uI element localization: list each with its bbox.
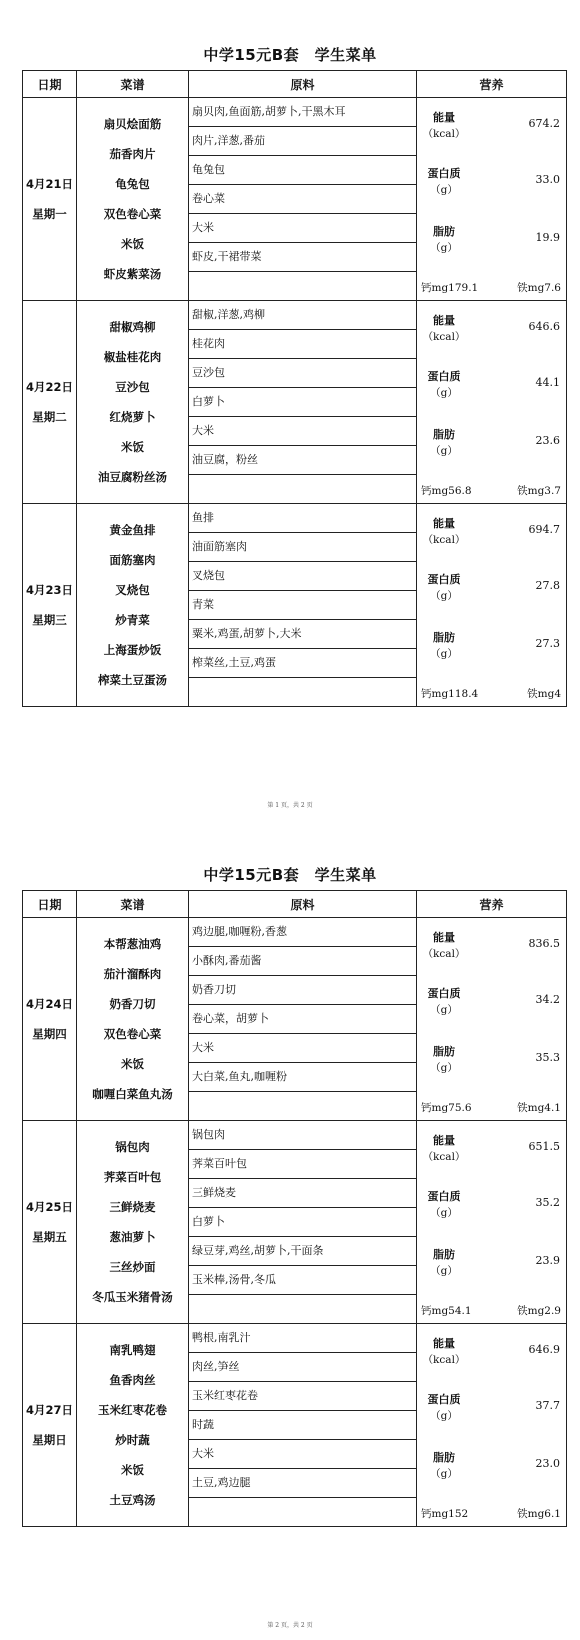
ingredient-line: 绿豆芽,鸡丝,胡萝卜,干面条 (189, 1237, 416, 1266)
date: 4月23日 (25, 583, 73, 597)
dish-name: 茄汁溜酥肉 (103, 967, 162, 981)
column-header-dish: 菜谱 (77, 71, 189, 98)
nutrient-label: 能量 (433, 314, 455, 327)
nutrient-unit: （g） (430, 445, 458, 457)
ingredient-line: 玉米红枣花卷 (189, 1382, 416, 1411)
nutrient-label: 脂肪 (433, 1248, 455, 1261)
ingredients-cell (189, 1324, 417, 1527)
nutrient-label: 蛋白质 (427, 1190, 461, 1203)
minerals (417, 280, 566, 296)
dishes-cell (77, 301, 189, 504)
day-row (23, 1121, 567, 1324)
nutrient-label: 脂肪 (433, 1045, 455, 1058)
nutrition-cell (417, 1324, 567, 1527)
ingredient-line: 肉丝,笋丝 (189, 1353, 416, 1382)
dish-name: 南乳鸭翅 (109, 1343, 156, 1357)
calcium-value: 钙mg56.8 (421, 485, 472, 497)
nutrient-unit: （kcal） (422, 1354, 466, 1366)
dish-name: 叉烧包 (115, 583, 150, 597)
nutrient-label: 蛋白质 (427, 167, 461, 180)
ingredient-line: 青菜 (189, 591, 416, 620)
nutrition-cell (417, 301, 567, 504)
ingredient-line: 虾皮,干裙带菜 (189, 243, 416, 272)
ingredient-line: 玉米棒,汤骨,冬瓜 (189, 1266, 416, 1295)
iron-value: 铁mg4 (527, 688, 561, 700)
weekday: 星期一 (32, 207, 67, 221)
nutrient-unit: （g） (430, 1207, 458, 1219)
iron-value: 铁mg4.1 (517, 1102, 561, 1114)
ingredient-line: 鱼排 (189, 504, 416, 533)
dish-name: 葱油萝卜 (109, 1230, 156, 1244)
nutrient-value: 37.7 (535, 1399, 560, 1412)
dish-name: 面筋塞肉 (109, 553, 156, 567)
nutrient-unit: （g） (430, 242, 458, 254)
nutrient-value: 23.9 (535, 1254, 560, 1267)
nutrient-value: 35.3 (535, 1051, 560, 1064)
nutrient-unit: （g） (430, 1062, 458, 1074)
nutrient-fat (417, 1237, 566, 1295)
dish-name: 双色卷心菜 (103, 1027, 162, 1041)
minerals (417, 1100, 566, 1116)
minerals (417, 686, 566, 702)
dishes-cell (77, 1121, 189, 1324)
date: 4月21日 (25, 177, 73, 191)
dish-name: 咖喱白菜鱼丸汤 (92, 1087, 173, 1101)
minerals (417, 1303, 566, 1319)
nutrient-label: 能量 (433, 1337, 455, 1350)
dishes-cell (77, 98, 189, 301)
ingredient-line: 锅包肉 (189, 1121, 416, 1150)
dish-name: 黄金鱼排 (109, 523, 156, 537)
ingredient-line (189, 272, 416, 300)
nutrient-unit: （g） (430, 1004, 458, 1016)
nutrient-value: 694.7 (528, 523, 560, 536)
column-header-dish: 菜谱 (77, 891, 189, 918)
date: 4月27日 (25, 1403, 73, 1417)
ingredient-line: 小酥肉,番茄酱 (189, 947, 416, 976)
nutrient-value: 19.9 (535, 231, 560, 244)
nutrient-fat (417, 214, 566, 272)
ingredients-cell (189, 98, 417, 301)
ingredient-line: 油豆腐，粉丝 (189, 446, 416, 475)
nutrient-value: 35.2 (535, 1196, 560, 1209)
dish-name: 炒青菜 (115, 613, 150, 627)
nutrient-value: 23.6 (535, 434, 560, 447)
nutrient-value: 44.1 (535, 376, 560, 389)
weekday: 星期二 (32, 410, 67, 424)
ingredient-line: 大米 (189, 417, 416, 446)
nutrient-unit: （g） (430, 1410, 458, 1422)
menu-table (22, 70, 567, 707)
dish-name: 龟兔包 (115, 177, 150, 191)
day-row (23, 98, 567, 301)
weekday: 星期三 (32, 613, 67, 627)
column-header-date: 日期 (23, 891, 77, 918)
date-cell (23, 98, 77, 301)
nutrient-protein (417, 156, 566, 214)
nutrient-protein (417, 359, 566, 417)
nutrient-label: 能量 (433, 931, 455, 944)
ingredient-line: 榨菜丝,土豆,鸡蛋 (189, 649, 416, 678)
nutrient-label: 脂肪 (433, 428, 455, 441)
ingredient-line: 龟兔包 (189, 156, 416, 185)
dish-name: 三丝炒面 (109, 1260, 156, 1274)
ingredient-line: 三鲜烧麦 (189, 1179, 416, 1208)
ingredient-line (189, 1092, 416, 1120)
ingredient-line: 卷心菜，胡萝卜 (189, 1005, 416, 1034)
nutrient-energy (417, 1324, 566, 1382)
nutrient-fat (417, 1440, 566, 1498)
page-title: 中学15元B套 学生菜单 (203, 866, 377, 884)
ingredient-line: 白萝卜 (189, 1208, 416, 1237)
weekday: 星期日 (32, 1433, 67, 1447)
nutrient-unit: （kcal） (422, 948, 466, 960)
date: 4月24日 (25, 997, 73, 1011)
ingredient-line: 叉烧包 (189, 562, 416, 591)
column-header-date: 日期 (23, 71, 77, 98)
dish-name: 冬瓜玉米猪骨汤 (92, 1290, 173, 1304)
ingredient-line: 大米 (189, 1034, 416, 1063)
ingredient-line: 桂花肉 (189, 330, 416, 359)
nutrient-energy (417, 918, 566, 976)
dish-name: 茄香肉片 (109, 147, 156, 161)
dishes-cell (77, 1324, 189, 1527)
nutrient-label: 能量 (433, 1134, 455, 1147)
iron-value: 铁mg2.9 (517, 1305, 561, 1317)
column-header-ingredient: 原料 (189, 71, 417, 98)
nutrient-value: 836.5 (528, 937, 560, 950)
nutrient-value: 651.5 (528, 1140, 560, 1153)
nutrient-value: 646.6 (528, 320, 560, 333)
ingredients-cell (189, 301, 417, 504)
nutrient-unit: （g） (430, 1468, 458, 1480)
ingredient-line: 粟米,鸡蛋,胡萝卜,大米 (189, 620, 416, 649)
nutrient-value: 674.2 (528, 117, 560, 130)
dish-name: 椒盐桂花肉 (103, 350, 162, 364)
dish-name: 鱼香肉丝 (109, 1373, 156, 1387)
header-row (23, 71, 567, 98)
nutrient-fat (417, 1034, 566, 1092)
day-row (23, 504, 567, 707)
iron-value: 铁mg7.6 (517, 282, 561, 294)
day-row (23, 301, 567, 504)
nutrient-energy (417, 98, 566, 156)
dish-name: 米饭 (121, 1463, 144, 1477)
dish-name: 扇贝烩面筋 (103, 117, 162, 131)
dish-name: 豆沙包 (115, 380, 150, 394)
column-header-nutrition: 营养 (417, 891, 567, 918)
nutrient-value: 33.0 (535, 173, 560, 186)
nutrient-value: 646.9 (528, 1343, 560, 1356)
weekday: 星期四 (32, 1027, 67, 1041)
ingredient-line: 时蔬 (189, 1411, 416, 1440)
dishes-cell (77, 504, 189, 707)
nutrient-energy (417, 301, 566, 359)
nutrient-label: 蛋白质 (427, 573, 461, 586)
column-header-nutrition: 营养 (417, 71, 567, 98)
ingredient-line: 大米 (189, 214, 416, 243)
day-row (23, 1324, 567, 1527)
dish-name: 虾皮紫菜汤 (103, 267, 162, 281)
nutrient-unit: （g） (430, 184, 458, 196)
iron-value: 铁mg6.1 (517, 1508, 561, 1520)
dish-name: 上海蛋炒饭 (103, 643, 162, 657)
nutrient-value: 27.3 (535, 637, 560, 650)
nutrient-fat (417, 620, 566, 678)
calcium-value: 钙mg179.1 (421, 282, 479, 294)
date: 4月25日 (25, 1200, 73, 1214)
nutrient-unit: （kcal） (422, 128, 466, 140)
ingredients-cell (189, 504, 417, 707)
dish-name: 双色卷心菜 (103, 207, 162, 221)
weekday: 星期五 (32, 1230, 67, 1244)
nutrient-unit: （kcal） (422, 534, 466, 546)
ingredient-line: 大白菜,鱼丸,咖喱粉 (189, 1063, 416, 1092)
ingredient-line: 白萝卜 (189, 388, 416, 417)
nutrient-protein (417, 976, 566, 1034)
ingredients-cell (189, 918, 417, 1121)
ingredients-cell (189, 1121, 417, 1324)
calcium-value: 钙mg152 (421, 1508, 469, 1520)
dish-name: 土豆鸡汤 (109, 1493, 156, 1507)
nutrient-protein (417, 1179, 566, 1237)
nutrient-energy (417, 504, 566, 562)
ingredient-line: 大米 (189, 1440, 416, 1469)
calcium-value: 钙mg118.4 (421, 688, 479, 700)
nutrient-protein (417, 1382, 566, 1440)
nutrient-energy (417, 1121, 566, 1179)
dish-name: 奶香刀切 (109, 997, 156, 1011)
dish-name: 甜椒鸡柳 (109, 320, 156, 334)
ingredient-line: 荠菜百叶包 (189, 1150, 416, 1179)
dish-name: 三鲜烧麦 (109, 1200, 156, 1214)
nutrient-unit: （g） (430, 1265, 458, 1277)
nutrient-unit: （g） (430, 648, 458, 660)
date: 4月22日 (25, 380, 73, 394)
nutrient-label: 能量 (433, 517, 455, 530)
nutrient-value: 34.2 (535, 993, 560, 1006)
dish-name: 榨菜土豆蛋汤 (98, 673, 167, 687)
nutrient-label: 蛋白质 (427, 370, 461, 383)
minerals (417, 483, 566, 499)
ingredient-line (189, 678, 416, 706)
ingredient-line: 鸭根,南乳汁 (189, 1324, 416, 1353)
nutrient-value: 27.8 (535, 579, 560, 592)
iron-value: 铁mg3.7 (517, 485, 561, 497)
column-header-ingredient: 原料 (189, 891, 417, 918)
date-cell (23, 918, 77, 1121)
date-cell (23, 301, 77, 504)
dishes-cell (77, 918, 189, 1121)
nutrient-protein (417, 562, 566, 620)
dish-name: 米饭 (121, 237, 144, 251)
ingredient-line: 鸡边腿,咖喱粉,香葱 (189, 918, 416, 947)
nutrient-fat (417, 417, 566, 475)
date-cell (23, 1324, 77, 1527)
dish-name: 米饭 (121, 440, 144, 454)
nutrition-cell (417, 918, 567, 1121)
nutrient-label: 能量 (433, 111, 455, 124)
nutrient-unit: （kcal） (422, 331, 466, 343)
ingredient-line (189, 1498, 416, 1526)
nutrient-value: 23.0 (535, 1457, 560, 1470)
calcium-value: 钙mg54.1 (421, 1305, 472, 1317)
ingredient-line: 肉片,洋葱,番茄 (189, 127, 416, 156)
minerals (417, 1506, 566, 1522)
nutrient-unit: （g） (430, 590, 458, 602)
ingredient-line: 土豆,鸡边腿 (189, 1469, 416, 1498)
dish-name: 荠菜百叶包 (103, 1170, 162, 1184)
date-cell (23, 504, 77, 707)
ingredient-line (189, 475, 416, 503)
ingredient-line: 奶香刀切 (189, 976, 416, 1005)
nutrient-label: 脂肪 (433, 1451, 455, 1464)
dish-name: 红烧萝卜 (109, 410, 156, 424)
page-footer: 第 1 页，共 2 页 (267, 802, 313, 809)
dish-name: 米饭 (121, 1057, 144, 1071)
dish-name: 锅包肉 (115, 1140, 150, 1154)
page-title: 中学15元B套 学生菜单 (203, 46, 377, 64)
ingredient-line: 卷心菜 (189, 185, 416, 214)
calcium-value: 钙mg75.6 (421, 1102, 472, 1114)
nutrient-label: 脂肪 (433, 225, 455, 238)
nutrient-unit: （kcal） (422, 1151, 466, 1163)
nutrition-cell (417, 504, 567, 707)
nutrition-cell (417, 98, 567, 301)
dish-name: 炒时蔬 (115, 1433, 150, 1447)
dish-name: 油豆腐粉丝汤 (98, 470, 167, 484)
nutrition-cell (417, 1121, 567, 1324)
ingredient-line (189, 1295, 416, 1323)
dish-name: 本帮葱油鸡 (103, 937, 162, 951)
nutrient-label: 脂肪 (433, 631, 455, 644)
header-row (23, 891, 567, 918)
nutrient-unit: （g） (430, 387, 458, 399)
menu-table (22, 890, 567, 1527)
ingredient-line: 油面筋塞肉 (189, 533, 416, 562)
ingredient-line: 甜椒,洋葱,鸡柳 (189, 301, 416, 330)
page-footer: 第 2 页，共 2 页 (267, 1622, 313, 1629)
nutrient-label: 蛋白质 (427, 1393, 461, 1406)
ingredient-line: 扇贝肉,鱼面筋,胡萝卜,干黑木耳 (189, 98, 416, 127)
ingredient-line: 豆沙包 (189, 359, 416, 388)
date-cell (23, 1121, 77, 1324)
nutrient-label: 蛋白质 (427, 987, 461, 1000)
dish-name: 玉米红枣花卷 (98, 1403, 167, 1417)
day-row (23, 918, 567, 1121)
